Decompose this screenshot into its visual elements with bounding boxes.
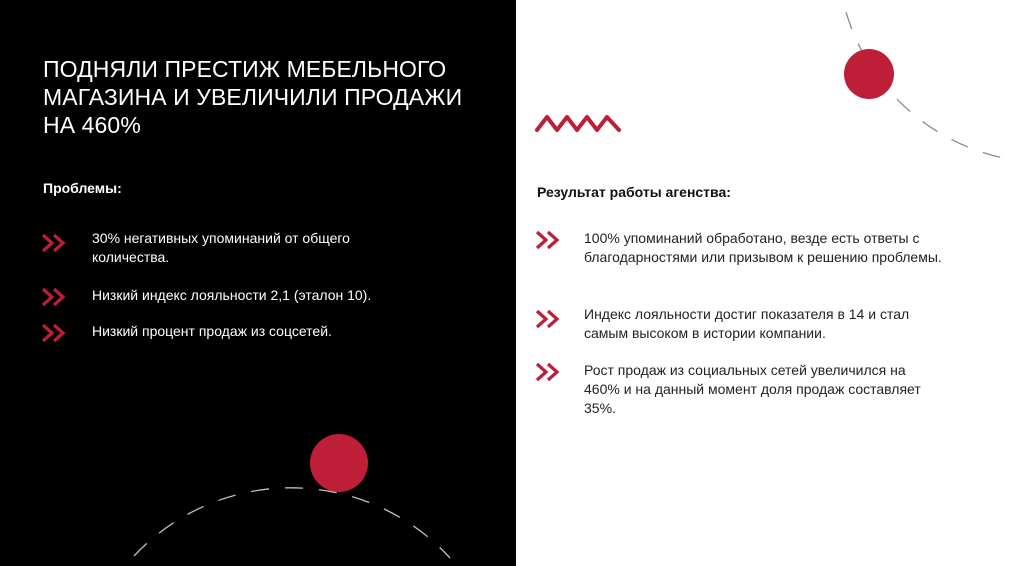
double-chevron-icon — [534, 308, 564, 330]
result-item — [534, 361, 944, 418]
zigzag-decoration — [537, 117, 619, 130]
result-text: 100% упоминаний обработано, везде есть ответы с благодарностями или призывом к решению проблемы. — [584, 230, 942, 265]
result-text: Рост продаж из социальных сетей увеличился на 460% и на данный момент доля продаж составляет 35%. — [584, 362, 921, 416]
results-title: Результат работы агенства: — [537, 184, 731, 200]
double-chevron-icon — [534, 229, 564, 251]
problem-text: Низкий процент продаж из соцсетей. — [92, 323, 332, 339]
result-item — [534, 229, 944, 267]
result-text: Индекс лояльности достиг показателя в 14 и стал самым высоком в истории компании. — [584, 306, 910, 341]
red-dot-decoration — [310, 434, 368, 492]
problem-text: 30% негативных упоминаний от общего количества. — [92, 230, 350, 265]
decorative-orbit — [516, 0, 1014, 566]
right-panel — [516, 0, 1014, 566]
result-item — [534, 305, 944, 343]
double-chevron-icon — [534, 361, 564, 383]
red-dot-decoration — [844, 49, 894, 99]
problems-title: Проблемы: — [43, 180, 122, 196]
problem-text: Низкий индекс лояльности 2,1 (эталон 10). — [92, 287, 372, 303]
page-title: ПОДНЯЛИ ПРЕСТИЖ МЕБЕЛЬНОГО МАГАЗИНА И УВЕЛИЧИЛИ ПРОДАЖИ НА 460% — [43, 56, 463, 138]
